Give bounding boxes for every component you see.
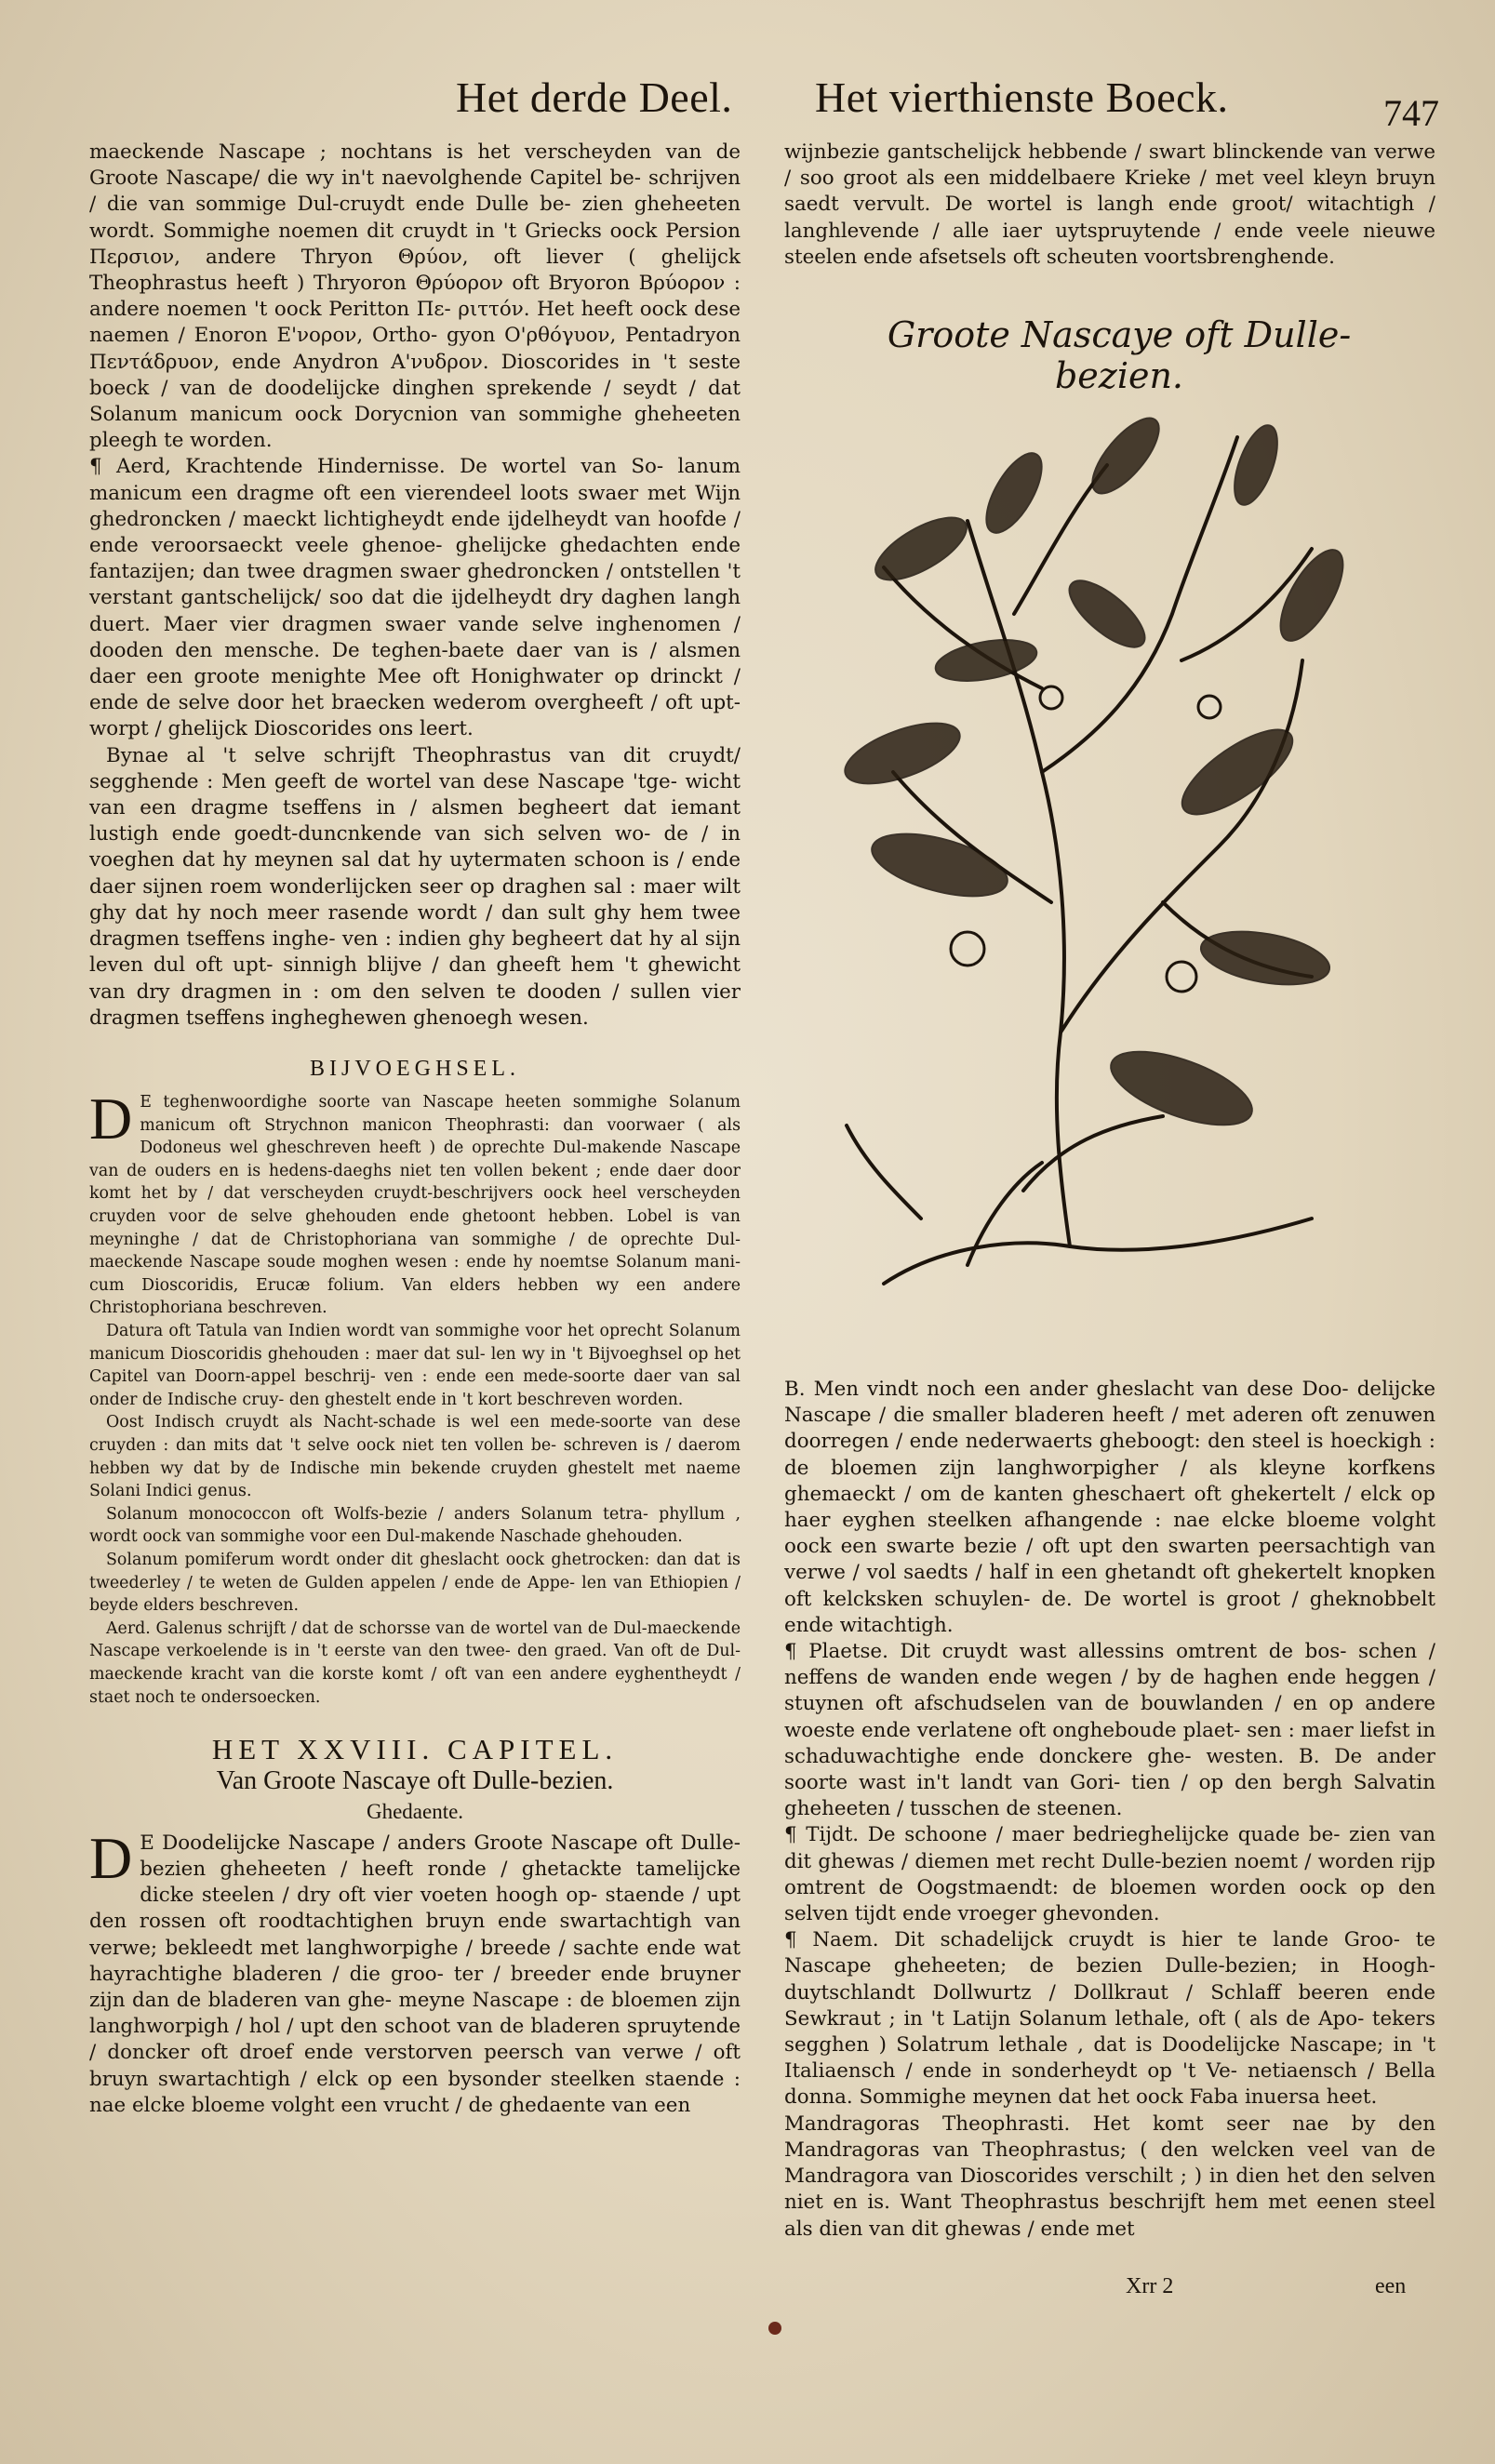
paragraph-naem: ¶ Naem. Dit schadelijck cruydt is hier te lande Groo- te Nascape gheheeten; de bezien Dulle-bezien; in Hoogh- duytschlandt Dollwurtz / Dollkraut / Schlaff beeren ende Sewkraut ; in 't Latijn Solanum lethale, oft ( als de Apo- tekers segghen ) Solatrum lethale , dat is Doodelijcke Nascape; in 't Italiaensch / ende in sonderheydt op 't Ve- netiaensch / Bella donna. Sommighe meynen dat het oock Faba inuersa heet. [784,1928,1435,2110]
paragraph-aerd: ¶ Aerd, Krachtende Hindernisse. De wortel van So- lanum manicum een dragme oft een vierendeel loots swaer met Wijn ghedroncken / maeckt lichtigheydt ende ijdelheydt van hoofde / ende veroorsaeckt veele ghenoe- ghelijcke ghedachten ende fantazijen; dan twee dragmen swaer ghedroncken / ontstellen 't verstant gantschelijck/ soo dat die ijdelheydt dry daghen langh duert. Maer vier dragmen swaer vande selve inghenomen / dooden den mensche. De teghen-baete daer van is / alsmen daer een groote menighte Mee oft Honighwater op drinckt / ende de selve door het braecken wederom overgheeft / oft upt- worpt / ghelijck Dioscorides ons leert. [89,455,741,741]
paragraph: E Doodelijcke Nascape / anders Groote Nascape oft Dulle-bezien gheheeten / heeft ronde / ghetackte tamelijcke dicke steelen / dry oft vier voeten hoogh op- staende / upt den rossen oft roodtachtighen bruyn ende swartachtigh van verwe; bekleedt met langhworpighe / breede / sachte ende wat hayrachtighe bladeren / die groo- ter / breeder ende bruyner zijn dan de bladeren van ghe- meyne Nascape : de bloemen zijn langhworpigh / hol / upt den schoot van de bladeren spruytende / doncker oft droef ende verstorven peersch van verwe / oft bruyn swartachtigh / elck op een bysonder steelken staende : nae elcke bloeme volght een vrucht / de ghedaente van een [89,1831,741,2117]
paragraph: Mandragoras Theophrasti. Het komt seer nae by den Mandragoras van Theophrastus; ( den welcken veel van de Mandragora van Dioscorides verschilt ; ) in dien het den selven niet en is. Want Theophrastus beschrijft hem met eenen steel als dien van dit ghewas / ende met [784,2111,1435,2241]
right-column-top [784,140,1435,271]
paragraph: Bynae al 't selve schrijft Theophrastus van dit cruydt/ segghende : Men geeft de wortel van dese Nascape 'tge- wicht van een dragme tseffens in / alsmen begheert dat iemant lustigh ende goedt-duncnkende van sich selven wo- de / in voeghen dat hy meynen sal dat hy uytermaten schoon is / ende daer sijnen roem wonderlijcken seer op draghen sal : maer wilt ghy dat hy noch meer rasende wordt / dan sult ghy hem twee dragmen tseffens inghe- ven : indien ghy begheert dat hy al sijn leven dul oft upt- sinnigh blijve / dan gheeft hem 't ghewicht van dry dragmen in : om den selven te dooden / sullen vier dragmen tseffens ingheghewen ghenoegh wesen. [89,743,741,1030]
illustration-caption: Groote Nascaye oft Dulle-bezien. [887,314,1352,396]
paragraph-tijdt: ¶ Tijdt. De schoone / maer bedrieghelijcke quade be- zien van dit ghewas / diemen met recht Dulle-bezien noemt / worden rijp omtrent de Oogstmaendt: de bloemen worden oock op den selven tijdt ende vroeger ghevonden. [784,1823,1435,1926]
paragraph: E teghenwoordighe soorte van Nascape heeten sommighe Solanum manicum oft Strychnon manicon Theophrasti: dan voorwaer ( als Dodoneus wel gheschreven heeft ) de oprechte Dul-makende Nascape van de ouders en is hedens-daeghs niet ten vollen bekent ; ende daer door komt het by / dat verscheyden cruydt-beschrijvers oock heel verscheyden cruyden voor de selve ghehouden ende ghetoont hebben. Lobel is van meyninghe / dat de Christophoriana van sommighe / de oprechte Dul-maeckende Nascape soude moghen wesen : ende hy noemtse Solanum mani- cum Dioscoridis, Erucæ folium. Van elders hebben wy een andere Christophoriana beschreven. [89,1093,741,1318]
drop-cap: D [89,1824,133,1891]
right-column-bottom [784,1377,1435,2243]
chapter-subtitle: Van Groote Nascaye oft Dulle-bezien. [216,1766,614,1796]
drop-cap: D [89,1085,133,1152]
section-title-bijvoeghsel: BIJVOEGHSEL. [310,1056,520,1081]
running-head-right: Het vierthienste Boeck. [815,73,1229,121]
paragraph: Oost Indisch cruydt als Nacht-schade is wel een mede-soorte van dese cruyden : dan mits dat 't selve oock niet ten vollen be- schreven is / daerom hebben wy dat by de Indische min bekende cruyden ghestelt met naeme Solani Indici genus. [89,1413,741,1501]
page-number: 747 [1383,92,1439,134]
paragraph: wijnbezie gantschelijck hebbende / swart blinckende van verwe / soo groot als een middelbaere Krieke / met veel kleyn bruyn saedt vervult. De wortel is langh ende groot/ witachtigh / langhlevende / alle iaer uytspruytende / ende veele nieuwe steelen ende afsetsels oft scheuten voortsbrenghende. [784,140,1435,269]
running-head-left: Het derde Deel. [456,73,733,121]
paragraph: maeckende Nascape ; nochtans is het verscheyden van de Groote Nascape/ die wy in't naevolghende Capitel be- schrijven / die van sommige Dul-cruydt ende Dulle be- zien gheheeten wordt. Sommighe noemen dit cruydt in 't Griecks oock Persion Περσιον, andere Thryon Θρύον, oft liever ( ghelijck Theophrastus heeft ) Thryoron Θρύορον oft Bryoron Βρύορον : andere noemen 't oock Peritton Πε- ριττόν. Het heeft oock dese naemen / Enoron Ε'νορον, Ortho- gyon Ο'ρθόγυον, Pentadryon Πεντάδρυον, ende Anydron Α'νυδρον. Dioscorides in 't seste boeck / van de doodelijcke dinghen sprekende / seydt / dat Solanum manicum oock Dorycnion van sommighe gheheeten pleegh te worden. [89,140,741,453]
left-column [89,140,741,2119]
paragraph-plaetse: ¶ Plaetse. Dit cruydt wast allessins omtrent de bos- schen / neffens de wanden ende wegen / by de haghen ende heggen / stuynen oft afschudselen van de bouwlanden / en op andere woeste ende verlatene oft ongheboude plaet- sen : maer liefst in schaduwachtighe ende donckere ghe- westen. B. De ander soorte wast in't landt van Gori- tien / op den bergh Salvatin gheheeten / tusschen de steenen. [784,1640,1435,1821]
catchword: een [1375,2274,1407,2298]
ink-stain [768,2322,781,2335]
chapter-title: HET XXVIII. CAPITEL. [211,1733,619,1766]
paragraph: B. Men vindt noch een ander gheslacht van dese Doo- delijcke Nascape / die smaller bladeren heeft / met aderen oft zenuwen doorregen / ende nederwaerts gheboogt: den steel is hoeckigh : de bloemen zijn langhworpigher / als kleyne korfkens ghemaeckt / om de kanten gheschaert oft ghekertelt / elck op haer eyghen steelken afhangende : nae elcke bloeme volght oock een swarte bezie / oft upt den swarten peersachtigh van verwe / vol saedts / half in een ghetandt oft ghekertelt knopken oft kelcksken schuylen- de. De wortel is groot / gheknobbelt ende witachtigh. [784,1378,1435,1637]
paragraph: Datura oft Tatula van Indien wordt van sommighe voor het oprecht Solanum manicum Dioscoridis ghehouden : maer dat sul- len wy in 't Bijvoeghsel op het Capitel van Doorn-appel beschrij- ven : ende een mede-soorte daer van sal onder de Indische cruy- den ghestelt ende in 't kort beschreven worden. [89,1322,741,1409]
bijvoeghsel-text [89,1085,741,1709]
paragraph: Solanum monococcon oft Wolfs-bezie / anders Solanum tetra- phyllum , wordt oock van sommighe voor een Dul-makende Naschade ghehouden. [89,1504,741,1547]
section-heading-ghedaente: Ghedaente. [366,1799,464,1823]
belladonna-woodcut-illustration [828,381,1368,1312]
paragraph: Aerd. Galenus schrijft / dat de schorsse van de wortel van de Dul-maeckende Nascape verkoelende is in 't eerste van den twee- den graed. Van oft de Dul-maeckende kracht van die korste komt / oft van een andere eyghentheydt / staet noch te ondersoecken. [89,1618,741,1707]
paragraph: Solanum pomiferum wordt onder dit gheslacht oock ghetrocken: dan dat is tweederley / te weten de Gulden appelen / ende de Appe- len van Ethiopien / beyde elders beschreven. [89,1550,741,1616]
signature-mark: Xrr 2 [1126,2274,1174,2298]
